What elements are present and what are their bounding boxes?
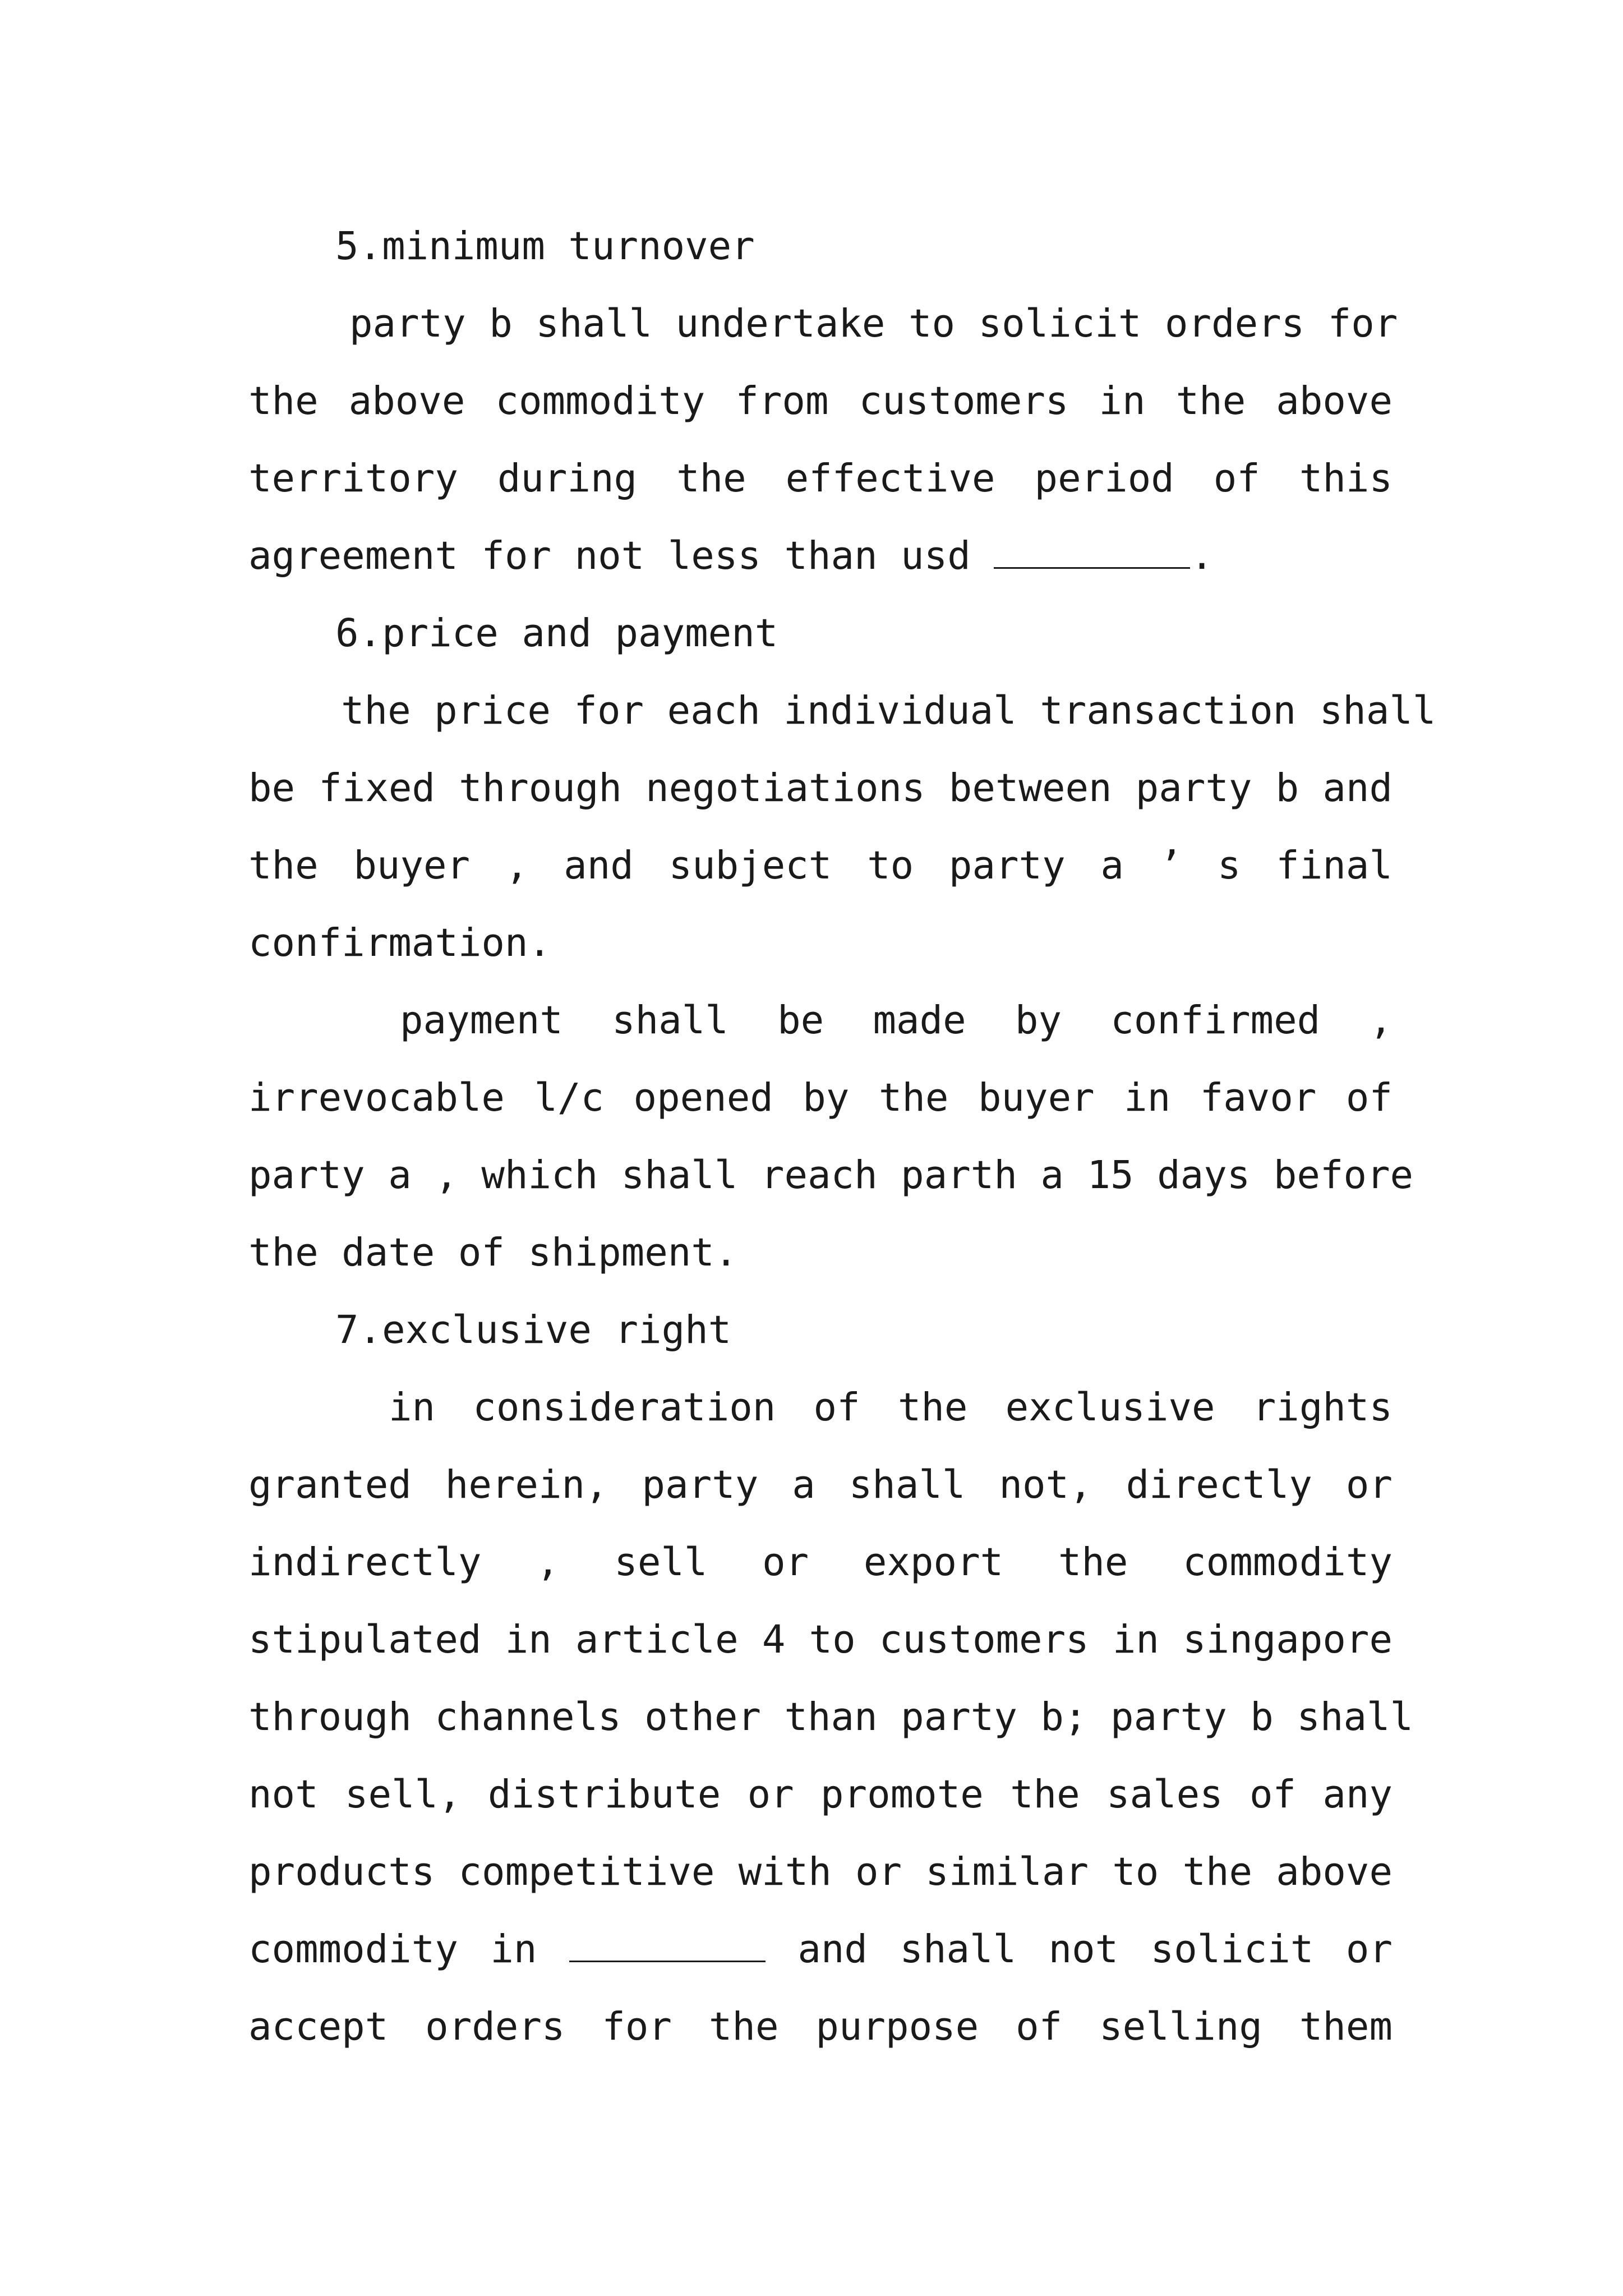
paragraph-line: payment shall be made by confirmed , — [400, 998, 1393, 1043]
paragraph-line: irrevocable l/c opened by the buyer in favor of — [248, 1075, 1393, 1120]
section-heading: 6.price and payment — [335, 611, 778, 656]
paragraph-line: in consideration of the exclusive rights — [389, 1385, 1393, 1430]
paragraph-line: territory during the effective period of this — [248, 456, 1393, 501]
paragraph-line: the above commodity from customers in the above — [248, 379, 1393, 424]
line-text: and shall not solicit or — [765, 1927, 1393, 1972]
paragraph-line: the price for each individual transaction shall — [341, 688, 1436, 733]
line-text: . — [1190, 533, 1214, 578]
line-text: commodity in — [248, 1927, 569, 1972]
paragraph-line: stipulated in article 4 to customers in singapore — [248, 1617, 1393, 1662]
paragraph-line — [248, 1911, 1393, 1988]
paragraph-line: granted herein, party a shall not, directly or — [248, 1462, 1393, 1507]
paragraph-line — [248, 517, 1393, 595]
paragraph-line: through channels other than party b; party b shall — [248, 1695, 1414, 1740]
paragraph-line: the date of shipment. — [248, 1230, 738, 1275]
document-page — [248, 208, 1436, 2065]
paragraph-line: party a , which shall reach parth a 15 days before — [248, 1153, 1414, 1198]
paragraph-line: accept orders for the purpose of selling them — [248, 2004, 1393, 2049]
section-heading: 7.exclusive right — [335, 1308, 732, 1352]
line-text: agreement for not less than usd — [248, 533, 994, 578]
paragraph-line: not sell, distribute or promote the sales of any — [248, 1772, 1393, 1817]
section-heading: 5.minimum turnover — [335, 224, 755, 269]
blank-field — [569, 1926, 766, 1962]
paragraph-line: indirectly , sell or export the commodity — [248, 1540, 1393, 1585]
paragraph-line: confirmation. — [248, 921, 552, 965]
paragraph-line: party b shall undertake to solicit orders for — [349, 301, 1398, 346]
paragraph-line: products competitive with or similar to the above — [248, 1849, 1393, 1894]
paragraph-line: be fixed through negotiations between party b and — [248, 766, 1393, 811]
paragraph-line: the buyer , and subject to party a ’ s final — [248, 843, 1393, 888]
blank-field — [994, 532, 1190, 569]
